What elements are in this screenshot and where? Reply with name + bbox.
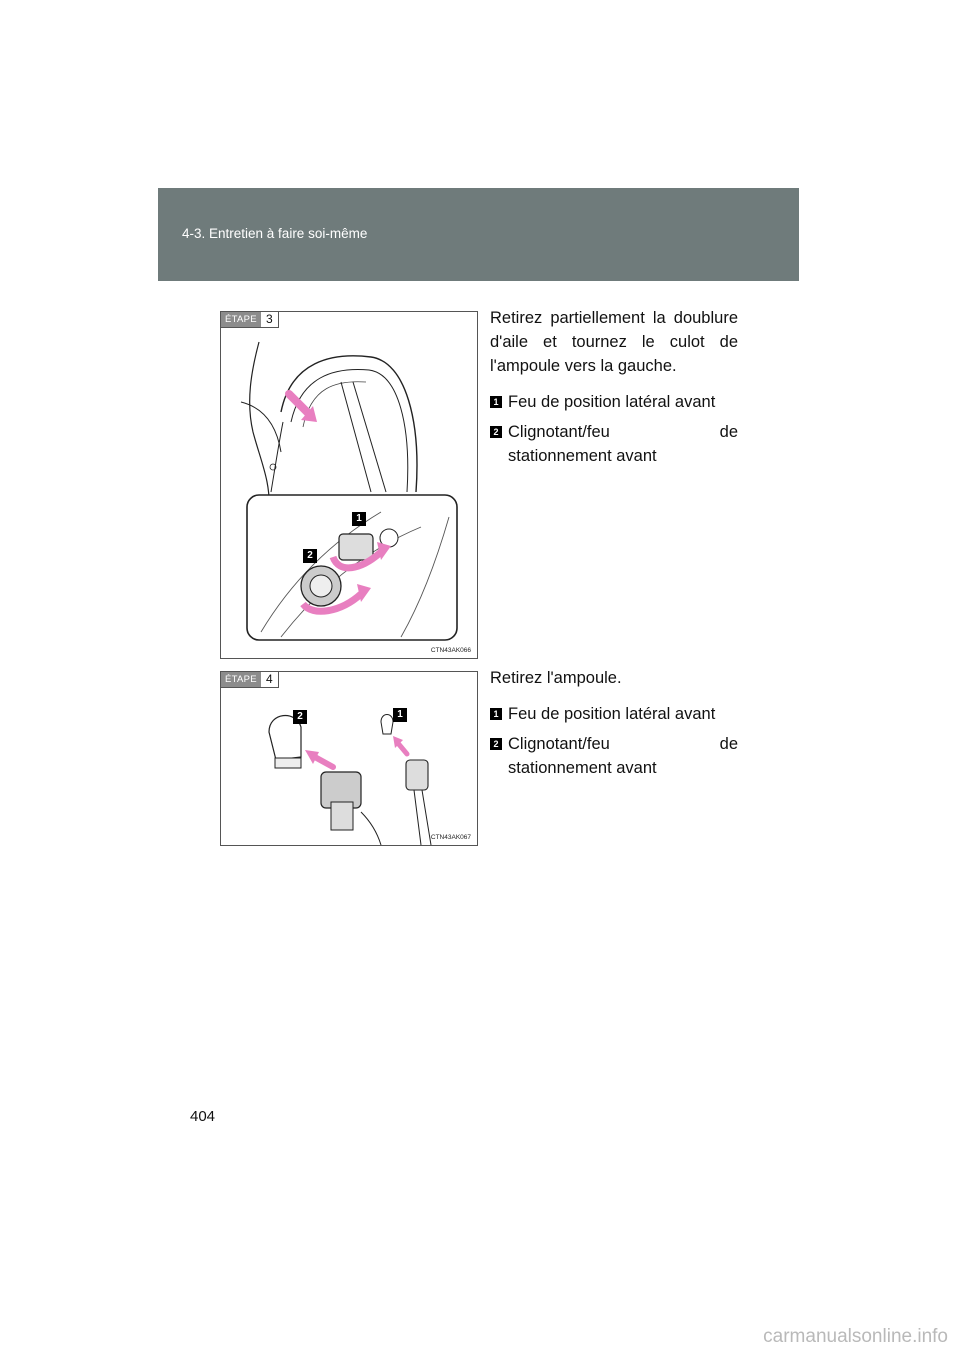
callout-1: 1: [352, 512, 366, 526]
watermark: carmanualsonline.info: [763, 1326, 948, 1347]
page-number: 404: [190, 1108, 216, 1125]
callout-2: 2: [293, 710, 307, 724]
step-badge: [221, 312, 279, 328]
step-label: ÉTAPE: [221, 312, 261, 327]
step-4-text: [490, 666, 738, 786]
step-number: 3: [261, 312, 278, 327]
section-title: 4-3. Entretien à faire soi-même: [182, 226, 368, 241]
list-item: [490, 390, 738, 414]
list-item: [490, 420, 738, 468]
list-item: [490, 702, 738, 726]
step-3-text: [490, 306, 738, 474]
item-text-line1: Clignotant/feu de: [508, 423, 738, 441]
item-number-badge: 1: [490, 396, 502, 408]
callout-2: 2: [303, 549, 317, 563]
step-3-instruction: Retirez partiellement la doublure d'aile et tournez le culot de l'ampoule vers la gauche.: [490, 309, 738, 375]
step-badge: [221, 672, 279, 688]
figure-code: CTN43AK067: [430, 834, 471, 841]
item-text-line2: stationnement avant: [508, 447, 657, 465]
bulb-removal-illustration: [221, 672, 477, 845]
item-text: Feu de position latéral avant: [508, 705, 716, 723]
item-number-badge: 1: [490, 708, 502, 720]
step-4-instruction: Retirez l'ampoule.: [490, 669, 622, 687]
step-number: 4: [261, 672, 278, 687]
list-item: [490, 732, 738, 780]
item-number-badge: 2: [490, 426, 502, 438]
item-text-line2: stationnement avant: [508, 759, 657, 777]
section-header: [158, 188, 799, 281]
step-label: ÉTAPE: [221, 672, 261, 687]
step-3-figure: [220, 311, 478, 659]
item-number-badge: 2: [490, 738, 502, 750]
item-text: Feu de position latéral avant: [508, 393, 716, 411]
figure-code: CTN43AK066: [430, 647, 471, 654]
callout-1: 1: [393, 708, 407, 722]
item-text-line1: Clignotant/feu de: [508, 735, 738, 753]
step-4-figure: [220, 671, 478, 846]
fender-bulb-illustration: [221, 312, 477, 658]
